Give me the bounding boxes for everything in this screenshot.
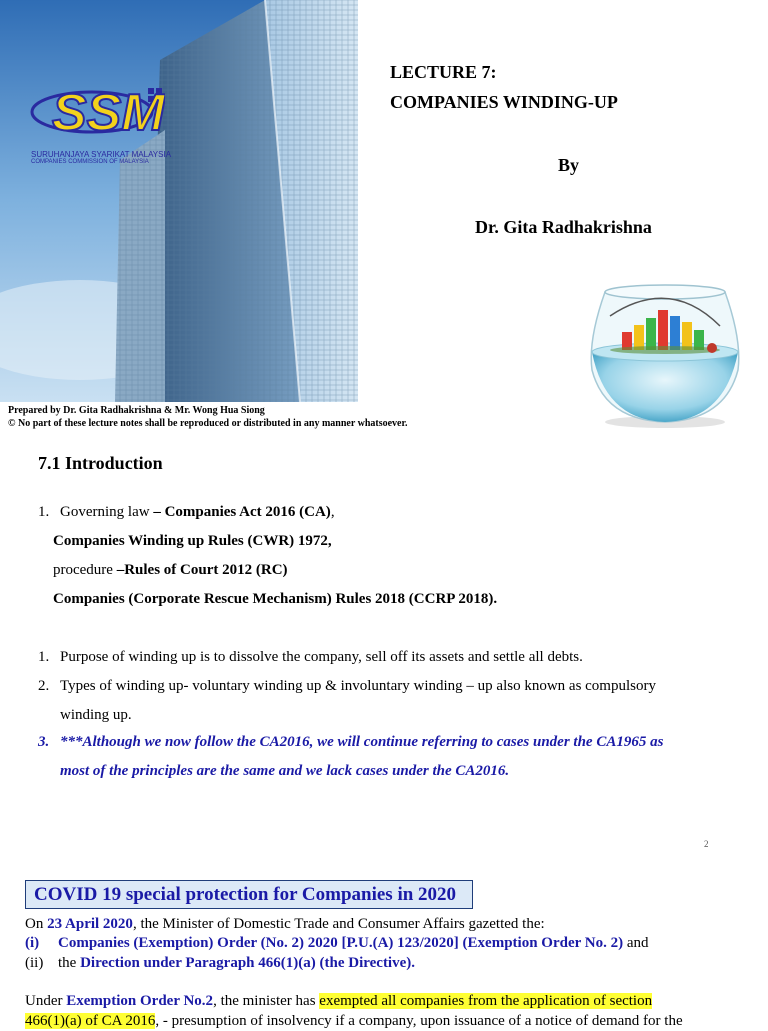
item-i-text: Companies (Exemption) Order (No. 2) 2020 [P.U.(A) 123/2020] (Exemption Order No. 2) (58, 935, 624, 951)
cwr-line: Companies Winding up Rules (CWR) 1972, (53, 533, 332, 549)
prepared-by: Prepared by Dr. Gita Radhakrishna & Mr. Wong Hua Siong (8, 405, 265, 416)
gazette-paragraph (25, 914, 545, 934)
copyright-notice (8, 404, 408, 430)
exemption-mid: , the minister has (213, 993, 320, 1009)
item-i (25, 933, 649, 953)
list-number: 1. (38, 649, 50, 665)
item-ii-text: Direction under Paragraph 466(1)(a) (the Directive). (80, 955, 416, 971)
exemption-paragraph-cont (25, 1011, 683, 1031)
governing-law-line (38, 502, 335, 522)
list-item (38, 676, 656, 696)
lecture-title: COMPANIES WINDING-UP (390, 92, 618, 112)
exemption-order: Exemption Order No.2 (66, 993, 214, 1009)
gazette-text: , the Minister of Domestic Trade and Consumer Affairs gazetted the: (132, 916, 545, 932)
building-image (0, 0, 358, 402)
ssm-logo-line1: SURUHANJAYA SYARIKAT MALAYSIA (31, 150, 172, 159)
procedure-label: procedure (53, 562, 117, 578)
list-item-text: Purpose of winding up is to dissolve the company, sell off its assets and settle all debts. (60, 649, 583, 665)
on-label: On (25, 916, 48, 932)
list-item (38, 647, 583, 667)
page-number: 2 (704, 839, 709, 849)
highlighted-section: 466(1)(a) of CA 2016 (25, 1013, 156, 1029)
covid-title: COVID 19 special protection for Companies in 2020 (34, 884, 457, 905)
comma: , (330, 504, 335, 520)
under-label: Under (25, 993, 67, 1009)
presumption-text: , - presumption of insolvency if a company, upon issuance of a notice of demand for the (155, 1013, 683, 1029)
item-i-and: and (623, 935, 649, 951)
highlighted-exemption: exempted all companies from the application of section (319, 993, 653, 1009)
by-label: By (558, 155, 580, 175)
fishbowl-chart-image (570, 280, 760, 430)
item-ii (25, 953, 415, 973)
exemption-paragraph (25, 991, 652, 1011)
list-item-text: Types of winding up- voluntary winding up & involuntary winding – up also known as compulsory (60, 678, 656, 694)
item-ii-the: the (58, 955, 81, 971)
dash: – (153, 504, 165, 520)
ccrp-line: Companies (Corporate Rescue Mechanism) Rules 2018 (CCRP 2018). (53, 591, 498, 607)
note-item (38, 728, 738, 786)
lecture-number: LECTURE 7: (390, 62, 497, 82)
governing-law-intro: Governing law (60, 504, 154, 520)
ssm-logo-mark (30, 80, 165, 142)
rules-of-court: –Rules of Court 2012 (RC) (116, 562, 288, 578)
item-i-label: (i) (25, 935, 40, 951)
author-name: Dr. Gita Radhakrishna (475, 217, 652, 237)
companies-act: Companies Act 2016 (CA) (164, 504, 331, 520)
procedure-line (53, 560, 288, 580)
gazette-date: 23 April 2020 (47, 916, 133, 932)
ssm-logo-line2: COMPANIES COMMISSION OF MALAYSIA (31, 159, 149, 165)
ssm-logo-letters: SSM (52, 84, 165, 142)
building-photo (0, 0, 358, 402)
item-ii-label: (ii) (25, 955, 44, 971)
list-number: 1. (38, 504, 50, 520)
note-line-2: most of the principles are the same and we lack cases under the CA2016. (60, 763, 510, 779)
section-heading: 7.1 Introduction (38, 453, 163, 473)
copyright-text: © No part of these lecture notes shall be reproduced or distributed in any manner whatsoever. (8, 418, 408, 429)
list-number: 3. (38, 734, 50, 750)
list-item-continuation: winding up. (60, 707, 132, 723)
note-line-1: ***Although we now follow the CA2016, we will continue referring to cases under the CA1965 as (60, 734, 664, 750)
ssm-logo (30, 80, 172, 170)
list-number: 2. (38, 678, 50, 694)
